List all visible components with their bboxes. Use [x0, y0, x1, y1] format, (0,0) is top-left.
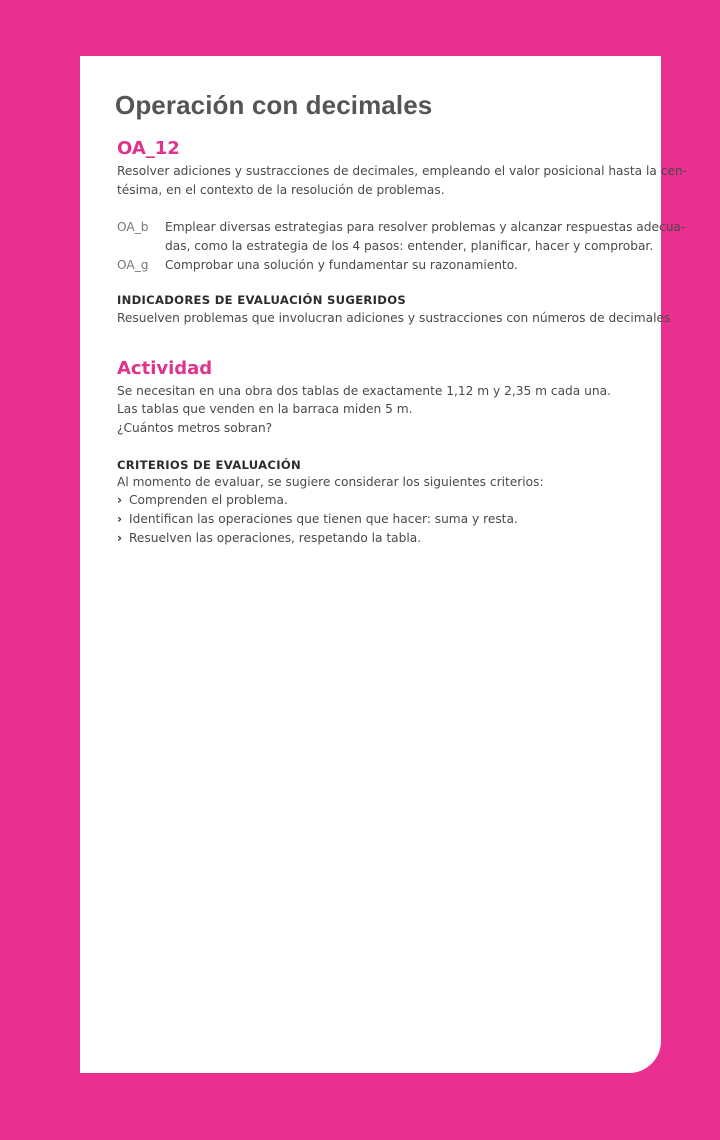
chevron-right-icon: › — [117, 531, 123, 545]
attitude-text-line: das, como la estrategia de los 4 pasos: entender, planificar, hacer y comprobar. — [165, 239, 654, 253]
chevron-right-icon: › — [117, 493, 123, 507]
criteria-intro: Al momento de evaluar, se sugiere considerar los siguientes criterios: — [117, 475, 544, 489]
activity-heading: Actividad — [117, 358, 213, 379]
activity-line-3: ¿Cuántos metros sobran? — [117, 421, 273, 435]
criteria-heading: CRITERIOS DE EVALUACIÓN — [117, 458, 302, 472]
page-title: Operación con decimales — [115, 90, 433, 120]
activity-line-1: Se necesitan en una obra dos tablas de exactamente 1,12 m y 2,35 m cada una. — [117, 384, 611, 398]
attitude-text — [165, 218, 685, 256]
attitude-row-oa-g — [117, 256, 518, 275]
criteria-item-text: Comprenden el problema. — [129, 493, 288, 507]
attitude-code: OA_b — [117, 220, 149, 234]
list-item — [117, 491, 518, 510]
activity-line-2: Las tablas que venden en la barraca miden 5 m. — [117, 402, 413, 416]
criteria-list — [117, 491, 518, 548]
chevron-right-icon: › — [117, 512, 123, 526]
indicators-text: Resuelven problemas que involucran adiciones y sustracciones con números de decimales — [117, 311, 671, 325]
indicators-heading: INDICADORES DE EVALUACIÓN SUGERIDOS — [117, 293, 406, 307]
criteria-item-text: Identifican las operaciones que tienen que hacer: suma y resta. — [129, 512, 518, 526]
attitude-row-oa-b — [117, 218, 685, 256]
objective-code: OA_12 — [117, 138, 180, 159]
content-card — [80, 56, 688, 1073]
objective-description-line-1: Resolver adiciones y sustracciones de decimales, empleando el valor posicional hasta la cen- — [117, 164, 688, 178]
list-item — [117, 510, 518, 529]
criteria-item-text: Resuelven las operaciones, respetando la tabla. — [129, 531, 422, 545]
attitude-text-line: Emplear diversas estrategias para resolver problemas y alcanzar respuestas adecua- — [165, 220, 686, 234]
objective-description-line-2: tésima, en el contexto de la resolución de problemas. — [117, 183, 445, 197]
attitude-text: Comprobar una solución y fundamentar su razonamiento. — [165, 258, 518, 272]
list-item — [117, 529, 518, 548]
attitude-code: OA_g — [117, 258, 149, 272]
